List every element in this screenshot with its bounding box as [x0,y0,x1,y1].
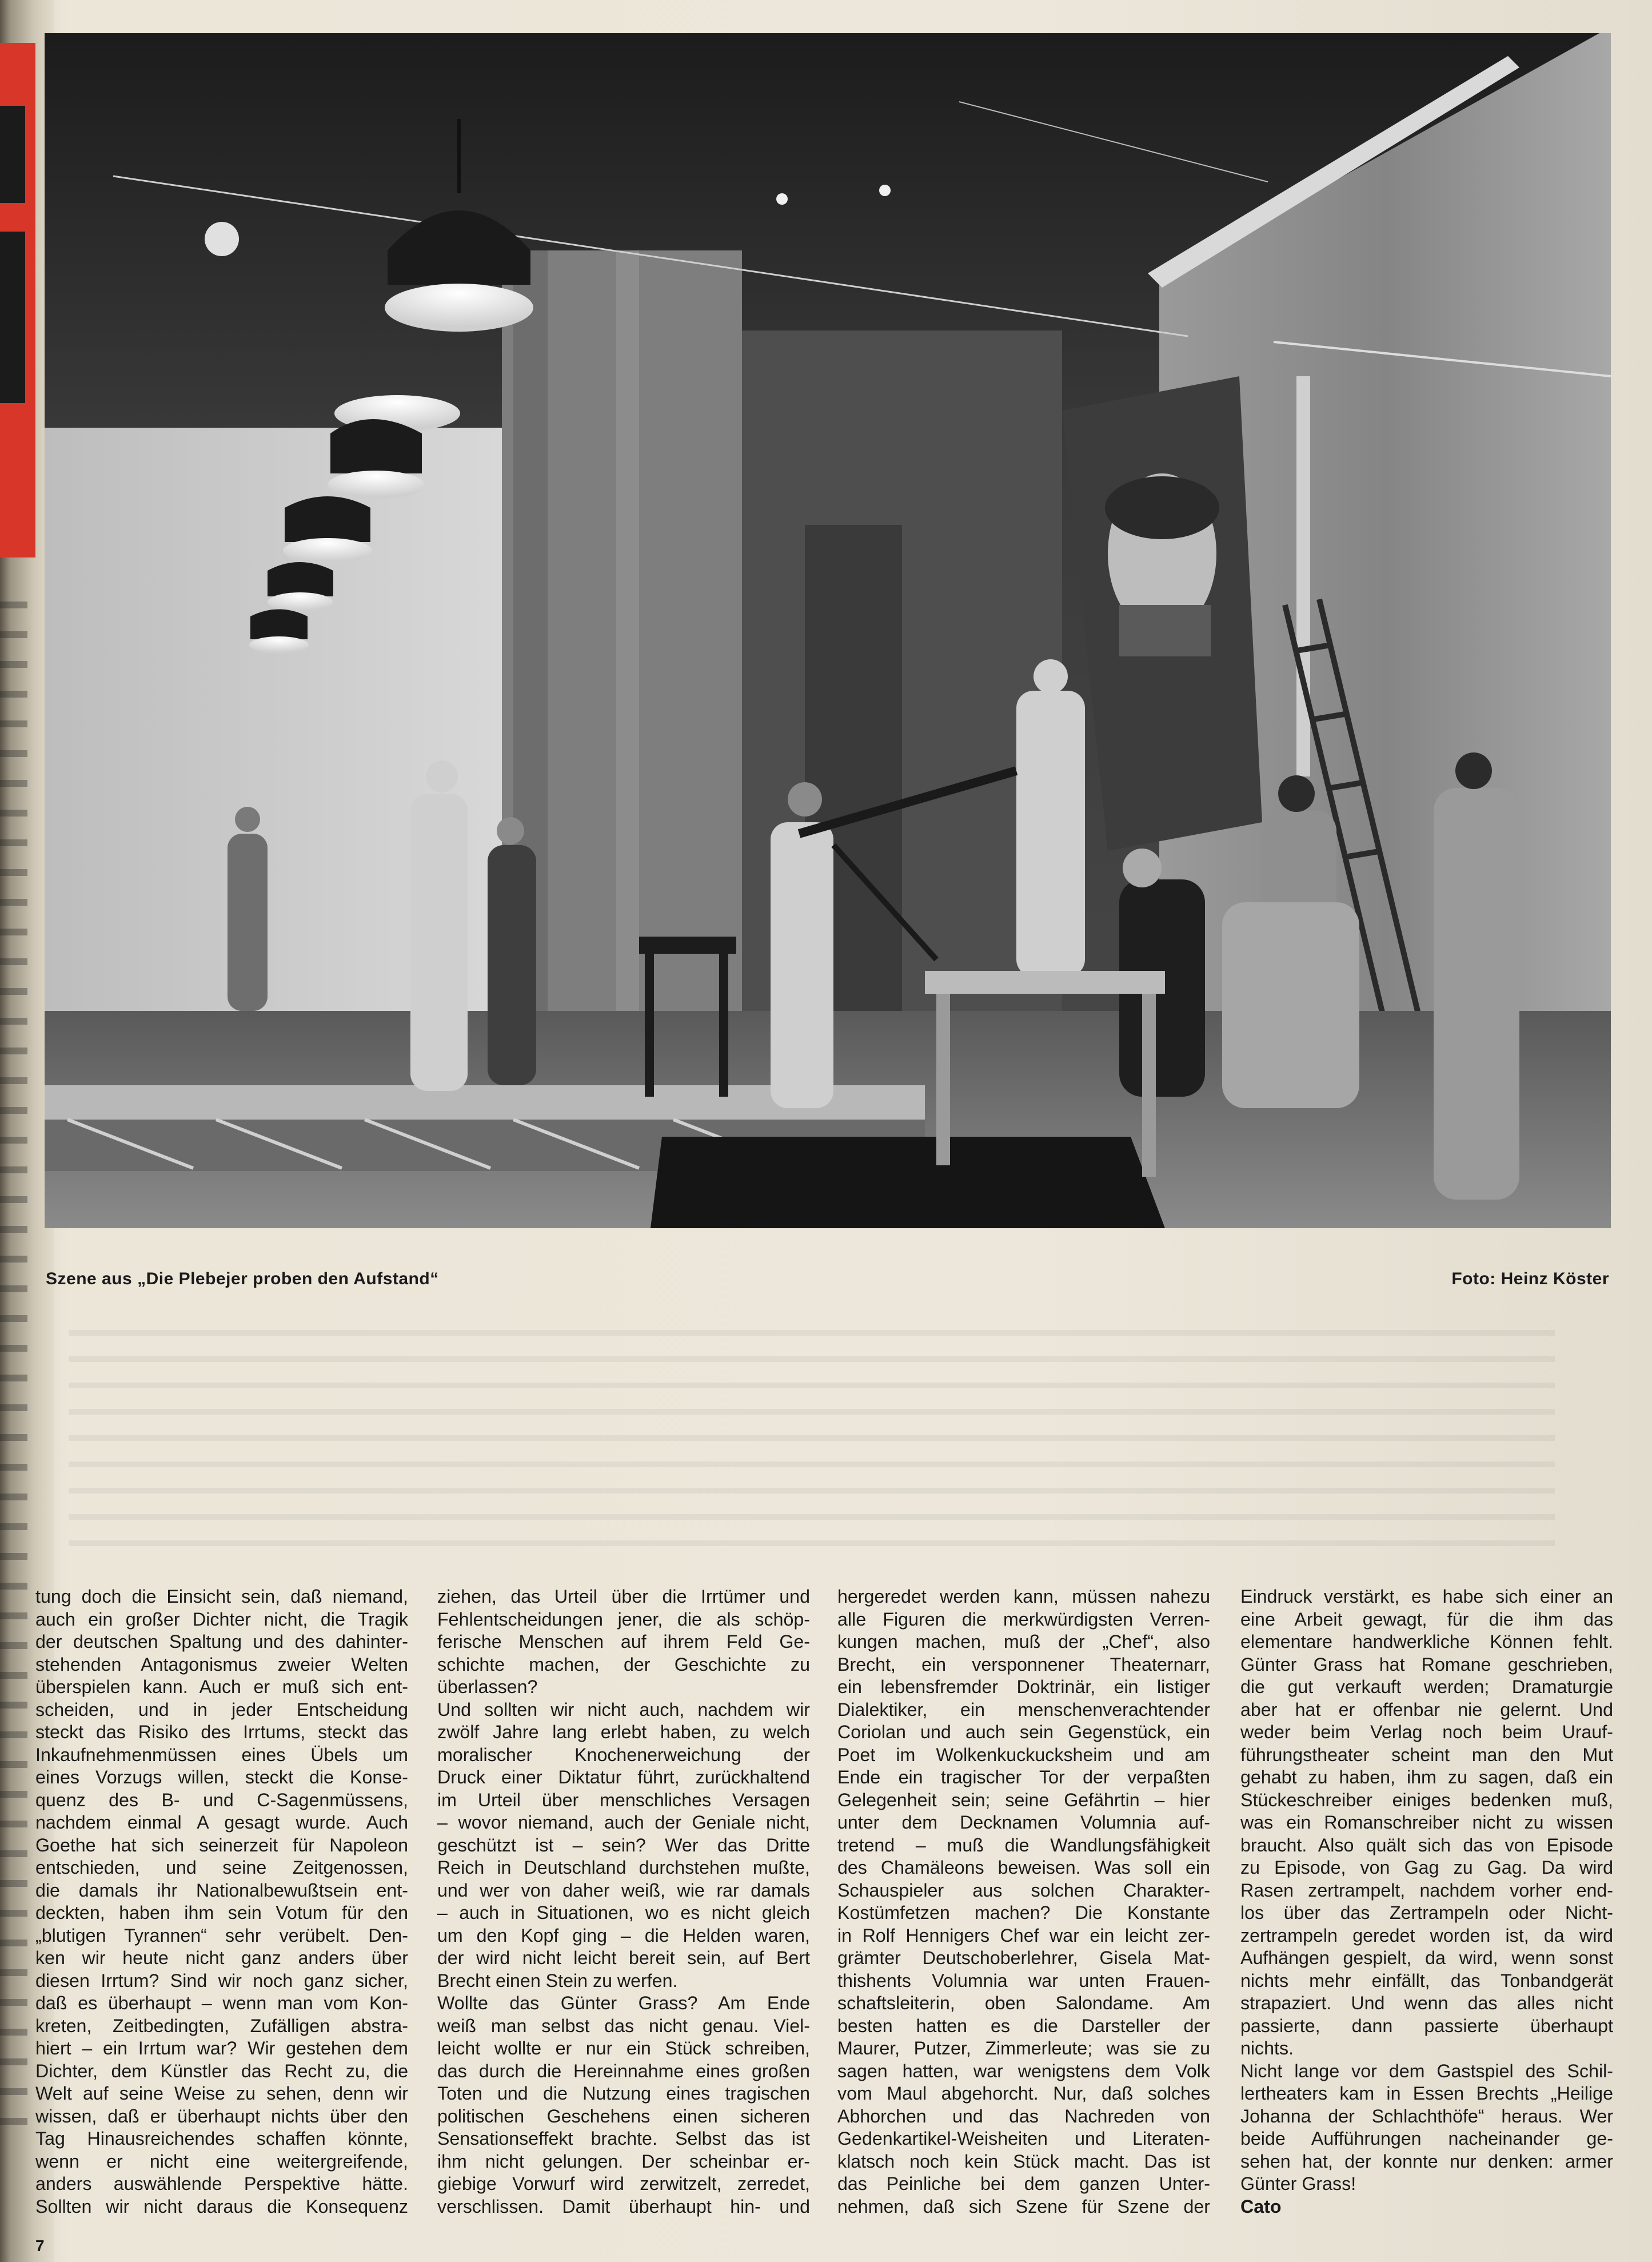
text-line: führungstheater scheint man den Mut [1240,1744,1613,1765]
text-line: Brecht einen Stein zu werfen. [437,1970,678,1991]
text-line: Welt auf seine Weise zu sehen, denn wir [35,2083,408,2104]
text-line: daß es überhaupt – wenn man vom Kon- [35,1993,408,2013]
text-line: Sensationseffekt brachte. Selbst das ist [437,2128,810,2149]
text-line: zu Episode, von Gag zu Gag. Da wird [1240,1857,1613,1878]
article-column-2 [437,1586,810,2218]
text-line: – auch in Situationen, wo es nicht gleich [437,1902,810,1923]
text-line: quenz des B- und C-Sagenmüssens, [35,1789,408,1810]
text-line: Sollten wir nicht daraus die Konsequenz [35,2196,408,2217]
text-line: politischen Geschehens einen sicheren [437,2105,810,2126]
text-line: nichts. [1240,2038,1294,2058]
text-line: hiert – ein Irrtum war? Wir gestehen dem [35,2038,408,2058]
text-line: anders auswählende Perspektive hätte. [35,2173,408,2194]
text-line: kreten, Zeitbedingten, Zufälligen abstra- [35,2015,408,2036]
text-line: im Urteil über menschliches Versagen [437,1789,810,1810]
text-line: Reich in Deutschland durchstehen mußte, [437,1857,810,1878]
text-line: Maurer, Putzer, Zimmerleute; was sie zu [837,2038,1210,2058]
text-line: nichts mehr einfällt, das Tonbandgerät [1240,1970,1613,1991]
adjacent-page-edge [0,589,27,2133]
text-line: Tag Hinausreichendes schaffen könnte, [35,2128,408,2149]
author-signature: Cato [1240,2196,1282,2217]
text-line: in Rolf Hennigers Chef war ein leicht zer- [837,1925,1210,1946]
text-line: die damals ihr Nationalbewußtsein ent- [35,1879,408,1901]
text-line: giebige Vorwurf wird zerwitzelt, zerredet, [437,2173,810,2194]
text-line: beide Aufführungen nacheinander ge- [1240,2128,1613,2149]
article-column-1 [35,1586,408,2218]
text-line: gehabt zu haben, ihm zu sagen, daß ein [1240,1767,1613,1787]
text-line: vom Maul abgehorcht. Nur, daß solches [837,2083,1210,2104]
stage-photograph [45,33,1611,1228]
text-line: Gedenkartikel-Weisheiten und Literaten- [837,2128,1210,2149]
text-line: lertheaters kam in Essen Brechts „Heilige [1240,2083,1613,2104]
text-line: auch ein großer Dichter nicht, die Tragik [35,1608,408,1630]
text-line: steckt das Risiko des Irrtums, steckt das [35,1722,408,1742]
text-line: Fehlentscheidungen jener, die als schöp- [437,1608,810,1630]
text-line: schichte machen, der Geschichte zu [437,1654,810,1675]
text-line: nachdem einmal A gesagt wurde. Auch [35,1812,408,1833]
text-line: Toten und die Nutzung eines tragischen [437,2083,810,2104]
text-line: stehenden Antagonismus zweier Welten [35,1654,408,1675]
text-line: ihm nicht gelungen. Der scheinbar er- [437,2151,810,2172]
article-column-4 [1240,1586,1613,2218]
adjacent-page-black-block [0,232,25,403]
page-number: 7 [35,2237,45,2255]
photo-credit: Foto: Heinz Köster [1451,1269,1609,1288]
text-line: überspielen kann. Auch er muß sich ent- [35,1676,408,1697]
text-line: passierte, dann passierte überhaupt [1240,2015,1613,2036]
reverse-page-showthrough [69,1315,1555,1561]
text-line: Aufhängen gespielt, da wird, wenn sonst [1240,1948,1613,1968]
text-line: diesen Irrtum? Sind wir noch ganz sicher, [35,1970,408,1991]
text-line: Poet im Wolkenkuckucksheim und am [837,1744,1210,1765]
text-line: Kostümfetzen machen? Die Konstante [837,1902,1210,1923]
text-line: unter dem Decknamen Volumnia auf- [837,1812,1210,1833]
text-line: weiß man selbst das nicht genau. Viel- [437,2015,810,2036]
text-line: schaftsleiterin, oben Salondame. Am [837,1993,1210,2013]
text-line: wissen, daß er überhaupt nichts über den [35,2105,408,2126]
text-line: elementare handwerkliche Können fehlt. [1240,1631,1613,1652]
text-line: moralischer Knochenerweichung der [437,1744,810,1765]
text-line: Rasen zertrampelt, nachdem vorher end- [1240,1879,1613,1901]
text-line: wenn er nicht eine weitergreifende, [35,2151,408,2172]
text-line: zertrampeln geredet worden ist, da wird [1240,1925,1613,1946]
text-line: sagen hatten, war wenigstens dem Volk [837,2060,1210,2081]
text-line: deckten, haben ihm sein Votum für den [35,1902,408,1923]
text-line: entschieden, und seine Zeitgenossen, [35,1857,408,1878]
text-line: los über das Zertrampeln oder Nicht- [1240,1902,1613,1923]
text-line: aber hat er offenbar nie gelernt. Und [1240,1699,1613,1720]
text-line: besten hatten es die Darsteller der [837,2015,1210,2036]
text-line: Goethe hat sich seinerzeit für Napoleon [35,1834,408,1855]
text-line: eine Arbeit gewagt, für die ihm das [1240,1608,1613,1630]
text-line: alle Figuren die merkwürdigsten Verren- [837,1608,1210,1630]
text-line: scheiden, und in jeder Entscheidung [35,1699,408,1720]
text-line: überlassen? [437,1676,538,1697]
text-line: die gut verkauft werden; Dramaturgie [1240,1676,1613,1697]
article-columns [35,1586,1613,2217]
text-line: Günter Grass! [1240,2173,1356,2194]
text-line: klatsch noch kein Stück macht. Das ist [837,2151,1210,2172]
text-line: des Chamäleons beweisen. Was soll ein [837,1857,1210,1878]
text-line: grämter Deutschoberlehrer, Gisela Mat- [837,1948,1210,1968]
text-line: nehmen, daß sich Szene für Szene der [837,2196,1210,2217]
text-line: was ein Romanschreiber nicht zu wissen [1240,1812,1613,1833]
text-line: eines Vorzugs willen, steckt die Konse- [35,1767,408,1787]
text-line: zwölf Jahre lang erlebt haben, zu welch [437,1722,810,1742]
text-line: Brecht, ein versponnener Theaternarr, [837,1654,1210,1675]
text-line: „blutigen Tyrannen“ sehr verübelt. Den- [35,1925,408,1946]
text-line: tretend – muß die Wandlungsfähigkeit [837,1834,1210,1855]
text-line: das durch die Hereinnahme eines großen [437,2060,810,2081]
text-line: ein lebensfremder Doktrinär, ein listiger [837,1676,1210,1697]
text-line: ferische Menschen auf ihrem Feld Ge- [437,1631,810,1652]
text-line: ken wir heute nicht ganz anders über [35,1948,408,1968]
text-line: Coriolan und auch sein Gegenstück, ein [837,1722,1210,1742]
text-line: Abhorchen und das Nachreden von [837,2105,1210,2126]
text-line: thishents Volumnia war unten Frauen- [837,1970,1210,1991]
text-line: Wollte das Günter Grass? Am Ende [437,1993,810,2013]
text-line: um den Kopf ging – die Helden waren, [437,1925,810,1946]
text-line: Günter Grass hat Romane geschrieben, [1240,1654,1613,1675]
text-line: Inkaufnehmenmüssen eines Übels um [35,1744,408,1765]
text-line: verschlissen. Damit überhaupt hin- und [437,2196,810,2217]
text-line: leicht wollte er nur ein Stück schreiben, [437,2038,810,2058]
text-line: Stückeschreiber einiges bedenken muß, [1240,1789,1613,1810]
text-line: Und sollten wir nicht auch, nachdem wir [437,1699,810,1720]
text-line: tung doch die Einsicht sein, daß niemand, [35,1586,408,1607]
text-line: ziehen, das Urteil über die Irrtümer und [437,1586,810,1607]
text-line: Schauspieler aus solchen Charakter- [837,1879,1210,1901]
text-line: Johanna der Schlachthöfe“ heraus. Wer [1240,2105,1613,2126]
photo-caption: Szene aus „Die Plebejer proben den Aufstand“ [46,1269,439,1288]
text-line: sehen hat, der konnte nur denken: armer [1240,2151,1613,2172]
article-column-3 [837,1586,1210,2218]
text-line: Dialektiker, ein menschenverachtender [837,1699,1210,1720]
adjacent-page-black-block [0,106,25,203]
text-line: Gelegenheit sein; seine Gefährtin – hier [837,1789,1210,1810]
text-line: Dichter, dem Künstler das Recht zu, die [35,2060,408,2081]
text-line: Nicht lange vor dem Gastspiel des Schil- [1240,2060,1613,2081]
text-line: weder beim Verlag noch beim Urauf- [1240,1722,1613,1742]
text-line: der deutschen Spaltung und des dahinter- [35,1631,408,1652]
text-line: braucht. Also quält sich das von Episode [1240,1834,1613,1855]
text-line: geschützt ist – sein? Wer das Dritte [437,1834,810,1855]
text-line: Eindruck verstärkt, es habe sich einer an [1240,1586,1613,1607]
text-line: – wovor niemand, auch der Geniale nicht, [437,1812,810,1833]
text-line: das Peinliche bei dem ganzen Unter- [837,2173,1210,2194]
text-line: Druck einer Diktatur führt, zurückhaltend [437,1767,810,1787]
text-line: und wer von daher weiß, wie rar damals [437,1879,810,1901]
text-line: strapaziert. Und wenn das alles nicht [1240,1993,1613,2013]
text-line: hergeredet werden kann, müssen nahezu [837,1586,1210,1607]
text-line: Ende ein tragischer Tor der verpaßten [837,1767,1210,1787]
text-line: kungen machen, muß der „Chef“, also [837,1631,1210,1652]
adjacent-page-red-graphic [0,43,35,557]
text-line: der wird nicht leicht bereit sein, auf Bert [437,1948,810,1968]
